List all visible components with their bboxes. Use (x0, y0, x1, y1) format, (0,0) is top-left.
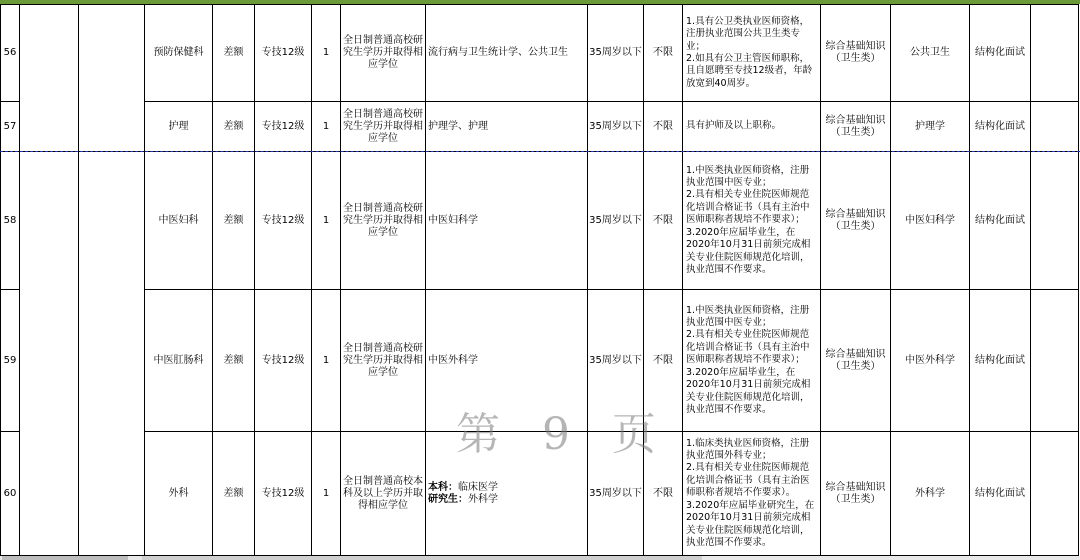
requirements-cell[interactable] (683, 432, 821, 556)
education-cell[interactable]: 全日制普通高校研究生学历并取得相应学位 (341, 102, 426, 152)
major-line: 研究生：外科学 (428, 493, 498, 505)
requirement-line: 2.具有相关专业住院医师规范化培训合格证书（具有主治医师职称者规培不作要求）。 (686, 462, 810, 499)
blank-cell-a[interactable] (20, 290, 79, 432)
major-line: 中医妇科学 (428, 214, 478, 226)
interview-method-cell[interactable]: 结构化面试 (970, 5, 1031, 102)
professional-subject-cell[interactable]: 中医外科学 (891, 290, 970, 432)
blank-cell-b[interactable] (79, 432, 145, 556)
exam-subject-cell[interactable]: 综合基础知识（卫生类） (821, 5, 891, 102)
headcount-cell[interactable]: 1 (312, 5, 341, 102)
blank-cell-b[interactable] (79, 102, 145, 152)
page-watermark: 第 9 页 (456, 409, 670, 460)
unlimited-cell[interactable]: 不限 (644, 152, 683, 290)
position-level-cell[interactable]: 专技12级 (255, 152, 312, 290)
age-cell[interactable]: 35周岁以下 (588, 102, 644, 152)
age-cell[interactable]: 35周岁以下 (588, 432, 644, 556)
headcount-cell[interactable]: 1 (312, 152, 341, 290)
row-number-cell[interactable]: 59 (1, 290, 20, 432)
blank-cell-a[interactable] (20, 152, 79, 290)
exam-subject-cell[interactable]: 综合基础知识（卫生类） (821, 432, 891, 556)
professional-subject-cell[interactable]: 护理学 (891, 102, 970, 152)
major-line: 中医外科学 (428, 354, 478, 366)
blank-cell-c[interactable] (1031, 432, 1079, 556)
blank-cell-c[interactable] (1031, 290, 1079, 432)
age-cell[interactable]: 35周岁以下 (588, 152, 644, 290)
age-cell[interactable]: 35周岁以下 (588, 290, 644, 432)
department-cell[interactable]: 中医妇科 (145, 152, 213, 290)
requirement-line: 3.2020年应届毕业生，在2020年10月31日前须完成相关专业住院医师规范化培训，执业范围不作要求。 (686, 366, 811, 415)
headcount-cell[interactable]: 1 (312, 432, 341, 556)
blank-cell-b[interactable] (79, 5, 145, 102)
position-level-cell[interactable]: 专技12级 (255, 432, 312, 556)
major-line: 本科：临床医学 (428, 481, 498, 493)
recruitment-table (0, 4, 1079, 556)
education-cell[interactable]: 全日制普通高校本科及以上学历并取得相应学位 (341, 432, 426, 556)
requirement-line: 3.2020年应届毕业研究生，在2020年10月31日前须完成相关专业住院医师规范化培训，执业范围不作要求。 (686, 499, 815, 548)
requirements-cell[interactable] (683, 102, 821, 152)
scrollbar-thumb[interactable] (142, 556, 702, 560)
blank-cell-b[interactable] (79, 290, 145, 432)
requirements-cell[interactable] (683, 290, 821, 432)
interview-method-cell[interactable]: 结构化面试 (970, 152, 1031, 290)
requirement-line: 2.具有相关专业住院医师规范化培训合格证书（具有主治中医师职称者规培不作要求）； (686, 189, 810, 226)
unlimited-cell[interactable]: 不限 (644, 102, 683, 152)
major-cell[interactable] (426, 5, 588, 102)
row-number-cell[interactable]: 60 (1, 432, 20, 556)
headcount-cell[interactable]: 1 (312, 102, 341, 152)
interview-method-cell[interactable]: 结构化面试 (970, 102, 1031, 152)
staffing-type-cell[interactable]: 差额 (213, 102, 255, 152)
interview-method-cell[interactable]: 结构化面试 (970, 290, 1031, 432)
sheet-tab-strip[interactable] (2, 556, 128, 560)
department-cell[interactable]: 护理 (145, 102, 213, 152)
requirement-line: 1.具有公卫类执业医师资格，注册执业范围公共卫生类专业； (686, 15, 810, 52)
requirements-cell[interactable] (683, 5, 821, 102)
department-cell[interactable]: 预防保健科 (145, 5, 213, 102)
staffing-type-cell[interactable]: 差额 (213, 290, 255, 432)
position-level-cell[interactable]: 专技12级 (255, 5, 312, 102)
professional-subject-cell[interactable]: 中医妇科学 (891, 152, 970, 290)
unlimited-cell[interactable]: 不限 (644, 290, 683, 432)
table-row (1, 152, 1079, 290)
blank-cell-c[interactable] (1031, 152, 1079, 290)
blank-cell-b[interactable] (79, 152, 145, 290)
table-row (1, 102, 1079, 152)
requirement-line: 3.2020年应届毕业生，在2020年10月31日前须完成相关专业住院医师规范化培训，执业范围不作要求。 (686, 226, 811, 275)
major-line: 流行病与卫生统计学、公共卫生 (428, 47, 568, 58)
blank-cell-a[interactable] (20, 102, 79, 152)
blank-cell-a[interactable] (20, 432, 79, 556)
blank-cell-a[interactable] (20, 5, 79, 102)
requirement-line: 1.中医类执业医师资格，注册执业范围中医专业； (686, 304, 810, 329)
professional-subject-cell[interactable]: 公共卫生 (891, 5, 970, 102)
blank-cell-c[interactable] (1031, 5, 1079, 102)
age-cell[interactable]: 35周岁以下 (588, 5, 644, 102)
major-label: 研究生： (428, 493, 468, 505)
major-cell[interactable] (426, 102, 588, 152)
education-cell[interactable]: 全日制普通高校研究生学历并取得相应学位 (341, 152, 426, 290)
department-cell[interactable]: 中医肛肠科 (145, 290, 213, 432)
requirement-line: 具有护师及以上职称。 (686, 120, 782, 132)
staffing-type-cell[interactable]: 差额 (213, 152, 255, 290)
exam-subject-cell[interactable]: 综合基础知识（卫生类） (821, 102, 891, 152)
interview-method-cell[interactable]: 结构化面试 (970, 432, 1031, 556)
major-line: 护理学、护理 (428, 120, 488, 132)
requirement-line: 2.具有相关专业住院医师规范化培训合格证书（具有主治中医师职称者规培不作要求）； (686, 329, 810, 366)
education-cell[interactable]: 全日制普通高校研究生学历并取得相应学位 (341, 290, 426, 432)
requirement-line: 2.如具有公卫主管医师职称，且自愿聘至专技12级者，年龄放宽到40周岁。 (686, 53, 813, 89)
major-label: 本科： (428, 481, 458, 493)
exam-subject-cell[interactable]: 综合基础知识（卫生类） (821, 290, 891, 432)
requirements-cell[interactable] (683, 152, 821, 290)
staffing-type-cell[interactable]: 差额 (213, 432, 255, 556)
row-number-cell[interactable]: 58 (1, 152, 20, 290)
education-cell[interactable]: 全日制普通高校研究生学历并取得相应学位 (341, 5, 426, 102)
unlimited-cell[interactable]: 不限 (644, 5, 683, 102)
position-level-cell[interactable]: 专技12级 (255, 102, 312, 152)
table-row (1, 5, 1079, 102)
requirement-line: 1.临床类执业医师资格，注册执业范围外科专业； (686, 437, 810, 462)
staffing-type-cell[interactable]: 差额 (213, 5, 255, 102)
blank-cell-c[interactable] (1031, 102, 1079, 152)
position-level-cell[interactable]: 专技12级 (255, 290, 312, 432)
unlimited-cell[interactable]: 不限 (644, 432, 683, 556)
page-break-line (0, 151, 1080, 152)
row-number-cell[interactable]: 57 (1, 102, 20, 152)
headcount-cell[interactable]: 1 (312, 290, 341, 432)
professional-subject-cell[interactable]: 外科学 (891, 432, 970, 556)
row-number-cell[interactable]: 56 (1, 5, 20, 102)
exam-subject-cell[interactable]: 综合基础知识（卫生类） (821, 152, 891, 290)
requirement-line: 1.中医类执业医师资格，注册执业范围中医专业； (686, 164, 810, 189)
major-cell[interactable] (426, 152, 588, 290)
department-cell[interactable]: 外科 (145, 432, 213, 556)
